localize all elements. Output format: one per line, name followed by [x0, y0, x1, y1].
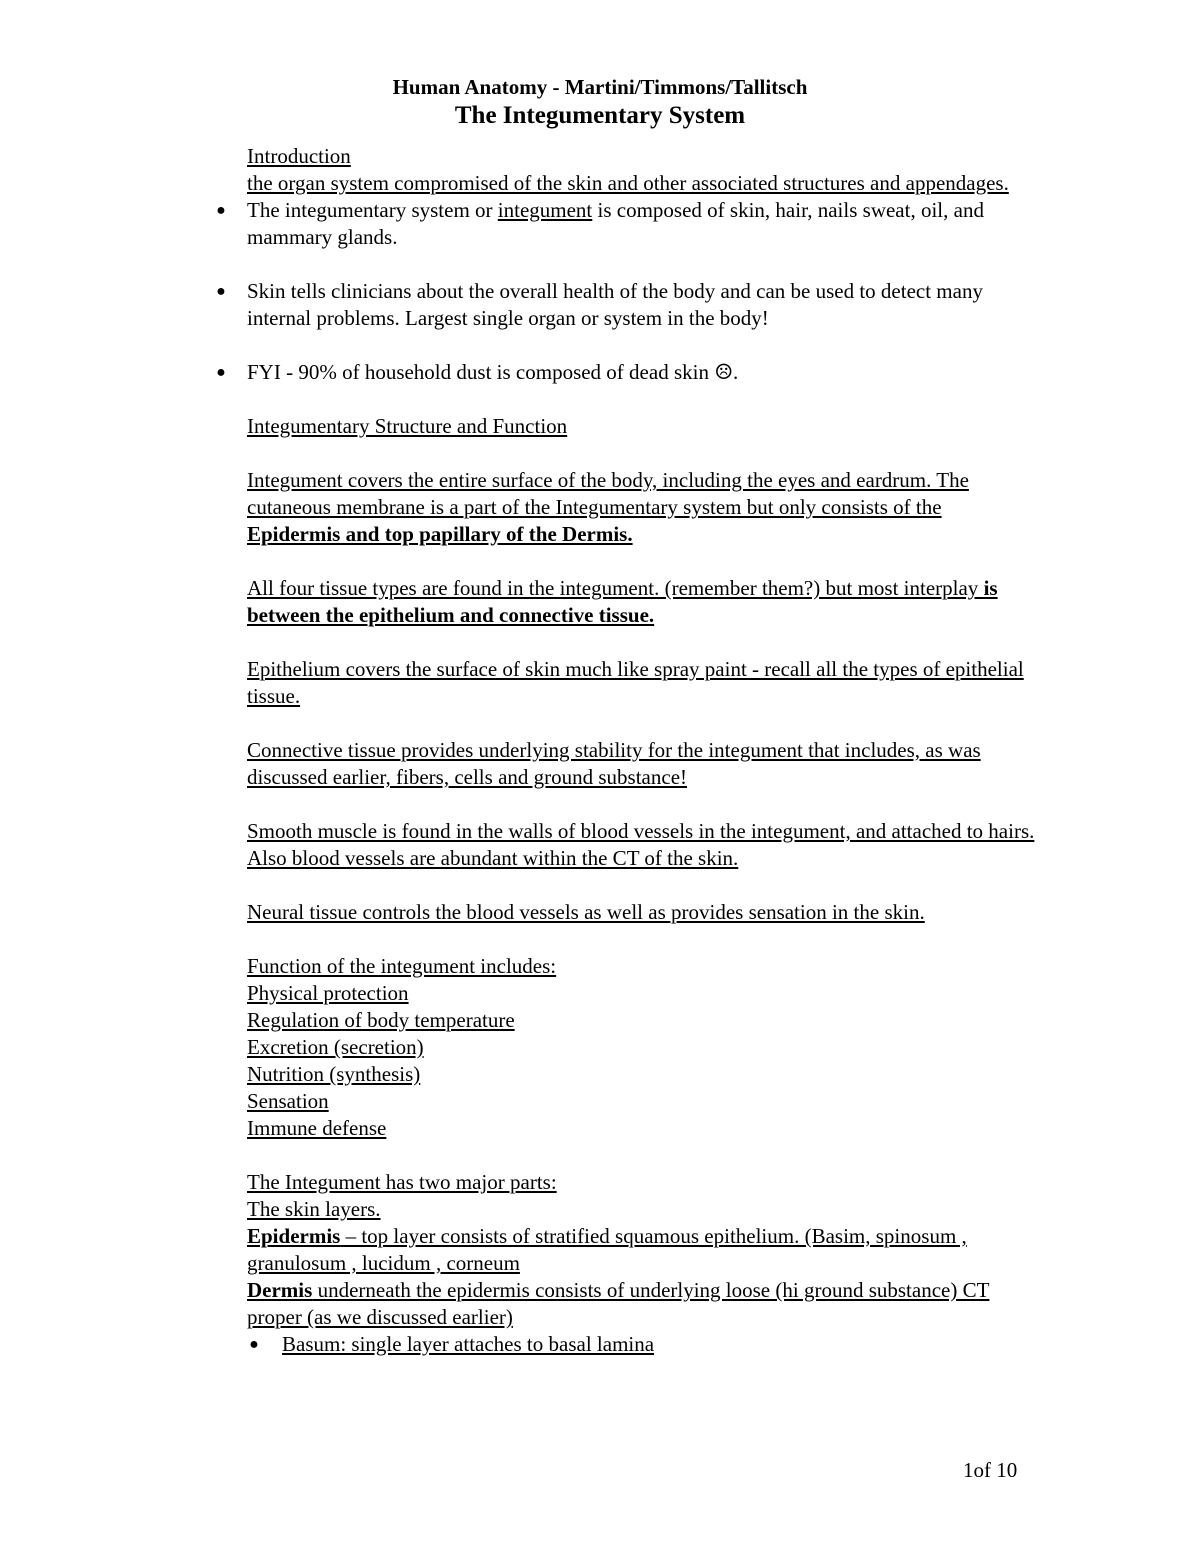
list-item: Sensation [247, 1089, 329, 1113]
list-item: Physical protection [247, 981, 409, 1005]
epidermis-paragraph [247, 1223, 1037, 1277]
dermis-paragraph [247, 1277, 1037, 1331]
structure-paragraph: Epithelium covers the surface of skin much like spray paint - recall all the types of epithelial tissue. [247, 657, 1024, 708]
bullet-icon: ● [249, 1336, 259, 1353]
page-title: The Integumentary System [454, 102, 746, 129]
structure-p1-text: Integument covers the entire surface of the body, including the eyes and eardrum. The cutaneous membrane is a part of the Integumentary system but only consists of the [247, 468, 969, 519]
bullet-text: FYI - 90% of household dust is composed of dead skin ☹. [247, 360, 739, 384]
bullet-item [216, 359, 1037, 386]
structure-paragraph: Neural tissue controls the blood vessels as well as provides sensation in the skin. [247, 900, 925, 924]
list-item: Nutrition (synthesis) [247, 1062, 421, 1086]
course-subtitle: Human Anatomy - Martini/Timmons/Tallitsch [392, 75, 808, 99]
structure-heading: Integumentary Structure and Function [247, 414, 568, 438]
epidermis-text: – top layer consists of stratified squamous epithelium. (Basim, spinosum , granulosum , lucidum , corneum [247, 1224, 967, 1275]
bullet-icon: ● [216, 364, 226, 381]
sub-bullet-text: Basum: single layer attaches to basal lamina [282, 1332, 655, 1356]
bullet-text: Skin tells clinicians about the overall health of the body and can be used to detect many internal problems. Largest single organ or system in the body! [247, 279, 983, 330]
list-item: Regulation of body temperature [247, 1008, 515, 1032]
bullet-item [216, 197, 1037, 251]
structure-paragraph: Smooth muscle is found in the walls of blood vessels in the integument, and attached to hairs. Also blood vessels are abundant within the CT of the skin. [247, 819, 1035, 870]
bullet-text-post: is composed of skin, hair, nails sweat, oil, and mammary glands. [247, 198, 984, 249]
structure-p2-text: All four tissue types are found in the integument. (remember them?) but most interplay [247, 576, 984, 600]
parts-heading: The Integument has two major parts: [247, 1170, 557, 1194]
skin-layers-heading: The skin layers. [247, 1197, 381, 1221]
list-item: Immune defense [247, 1116, 387, 1140]
document-body [216, 143, 1037, 1358]
sub-bullet-item [247, 1331, 1037, 1358]
intro-definition: the organ system compromised of the skin and other associated structures and appendages. [247, 171, 1009, 195]
structure-p1-bold: Epidermis and top papillary of the Dermis. [247, 522, 633, 546]
structure-paragraph: Connective tissue provides underlying stability for the integument that includes, as was discussed earlier, fibers, cells and ground substance! [247, 738, 981, 789]
intro-heading: Introduction [247, 144, 351, 168]
bullet-term: integument [497, 198, 593, 222]
dermis-text: underneath the epidermis consists of underlying loose (hi ground substance) CT proper (as we discussed earlier) [247, 1278, 990, 1329]
bullet-item [216, 278, 1037, 332]
structure-paragraph [247, 467, 1037, 548]
bullet-icon: ● [216, 283, 226, 300]
functions-heading: Function of the integument includes: [247, 954, 557, 978]
bullet-icon: ● [216, 202, 226, 219]
epidermis-term: Epidermis [247, 1224, 341, 1248]
structure-paragraph [247, 575, 1037, 629]
dermis-term: Dermis [247, 1278, 313, 1302]
list-item: Excretion (secretion) [247, 1035, 424, 1059]
bullet-text-pre: The integumentary system or [247, 198, 498, 222]
page-number: 1of 10 [963, 1458, 1018, 1482]
structure-p2-bold: is between the epithelium and connective tissue. [247, 576, 998, 627]
